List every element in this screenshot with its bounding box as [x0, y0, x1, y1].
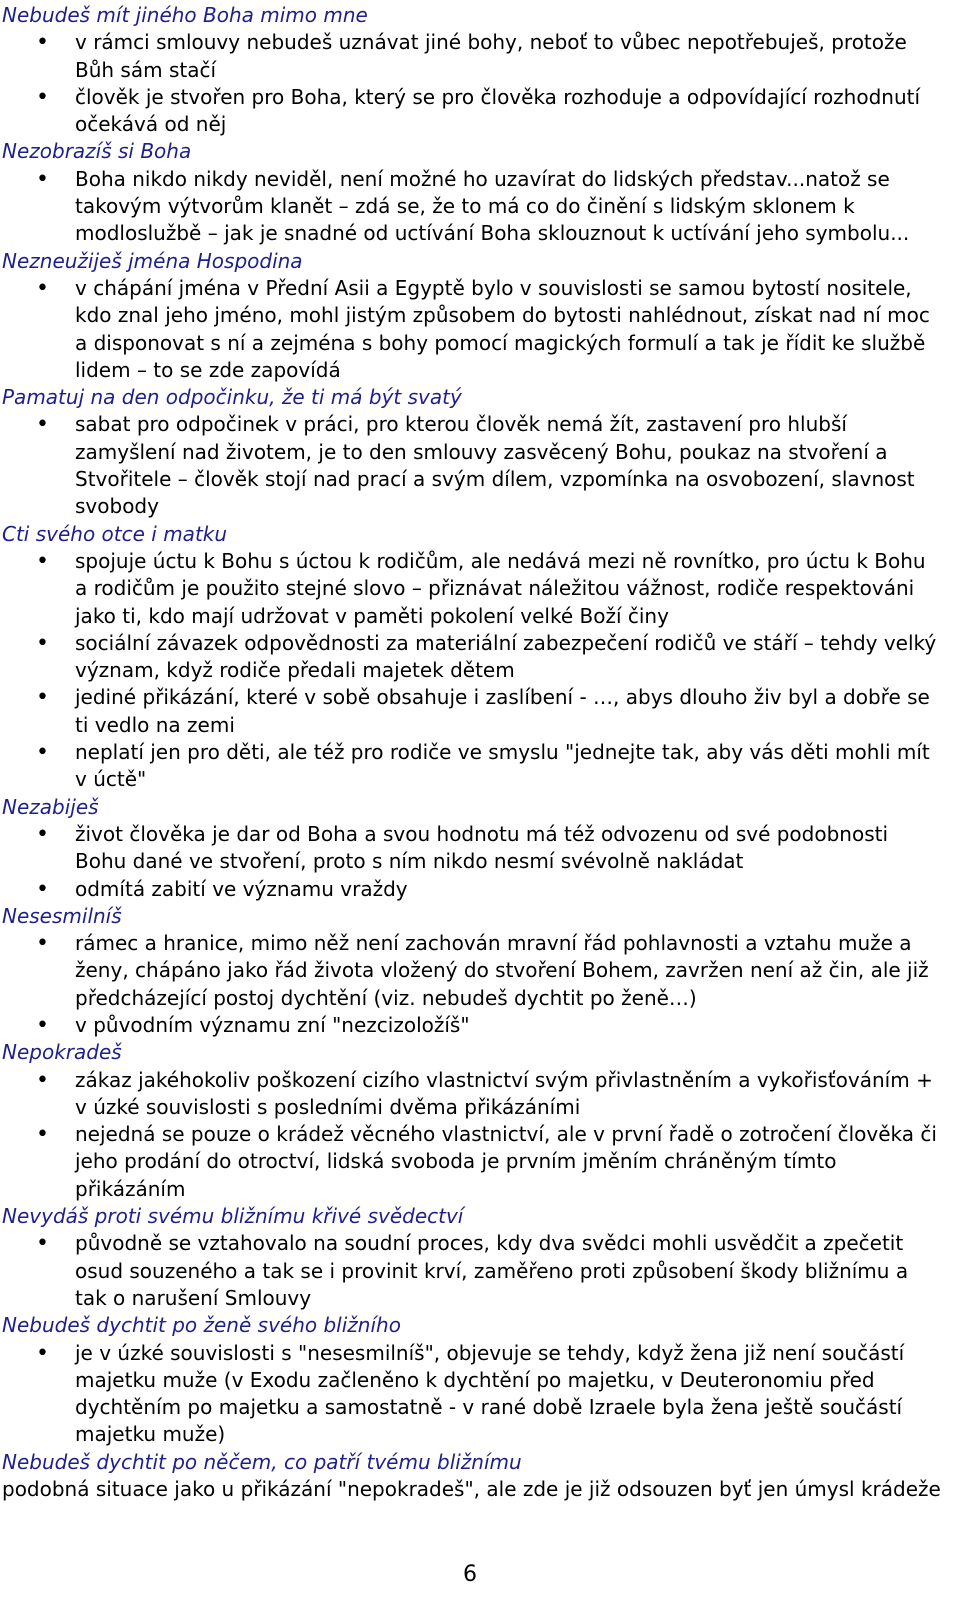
- commandment-heading: Nebudeš dychtit po ženě svého bližního: [2, 1313, 401, 1338]
- bullet-item: • v rámci smlouvy nebudeš uznávat jiné bohy, neboť to vůbec nepotřebuješ, protože Bůh sám stačí: [2, 29, 942, 84]
- bullet-item: • odmítá zabití ve významu vraždy: [2, 876, 942, 903]
- commandment-heading: Nepokradeš: [2, 1040, 122, 1065]
- bullet-item: • je v úzké souvislosti s "nesesmilníš", objevuje se tehdy, když žena již není součástí majetku muže (v Exodu začleněno k dychtění po majetku, v Deuteronomiu před dychtěním po majetku a samostatně - v rané době Izraele byla žena ještě součástí majetku muže): [2, 1340, 942, 1449]
- commandment-heading: Nebudeš dychtit po něčem, co patří tvému bližnímu: [2, 1449, 522, 1474]
- commandment-heading: Pamatuj na den odpočinku, že ti má být svatý: [2, 385, 462, 410]
- bullet-list: [2, 275, 942, 384]
- bullet-item: • Boha nikdo nikdy neviděl, není možné ho uzavírat do lidských představ...natož se takovým výtvorům klanět – zdá se, že to má co do činění s lidským sklonem k modloslužbě – jak je snadné od uctívání Boha sklouznout k uctívání jeho symbolu...: [2, 166, 942, 248]
- bullet-item: • původně se vztahovalo na soudní proces, kdy dva svědci mohli usvědčit a zpečetit osud souzeného a tak se i provinit krví, zaměřeno proti způsobení škody bližnímu a tak o narušení Smlouvy: [2, 1230, 942, 1312]
- commandment-heading: Nezneužiješ jména Hospodina: [2, 248, 303, 273]
- commandment-section: [2, 521, 942, 794]
- commandment-heading: Cti svého otce i matku: [2, 521, 228, 546]
- bullet-item: • nejedná se pouze o krádež věcného vlastnictví, ale v první řadě o zotročení člověka či jeho prodání do otroctví, lidská svoboda je prvním jměním chráněným tímto přikázáním: [2, 1121, 942, 1203]
- bullet-list: [2, 1067, 942, 1203]
- bullet-list: [2, 411, 942, 520]
- bullet-item: • rámec a hranice, mimo něž není zachován mravní řád pohlavnosti a vztahu muže a ženy, chápáno jako řád života vložený do stvoření Bohem, zavržen není až čin, ale již předcházející postoj dychtění (viz. nebudeš dychtit po ženě…): [2, 930, 942, 1012]
- commandment-heading: Nezabiješ: [2, 794, 99, 819]
- bullet-item: • v původním významu zní "nezcizoložíš": [2, 1012, 942, 1039]
- bullet-list: [2, 1230, 942, 1312]
- paragraph-text: podobná situace jako u přikázání "nepokradeš", ale zde je již odsouzen byť jen úmysl krádeže: [2, 1477, 941, 1502]
- commandment-section: [2, 1312, 942, 1448]
- commandment-section: [2, 1449, 942, 1504]
- bullet-item: • v chápání jména v Přední Asii a Egyptě bylo v souvislosti se samou bytostí nositele, kdo znal jeho jméno, mohl jistým způsobem do bytosti nahlédnout, získat nad ní moc a disponovat s ní a zejména s bohy pomocí magických formulí a tak je řídit ke službě lidem – to se zde zapovídá: [2, 275, 942, 384]
- bullet-item: • zákaz jakéhokoliv poškození cizího vlastnictví svým přivlastněním a vykořisťováním + v úzké souvislosti s posledními dvěma přikázáními: [2, 1067, 942, 1122]
- bullet-item: • život člověka je dar od Boha a svou hodnotu má též odvozenu od své podobnosti Bohu dané ve stvoření, proto s ním nikdo nesmí svévolně nakládat: [2, 821, 942, 876]
- bullet-list: [2, 548, 942, 794]
- commandment-section: [2, 1039, 942, 1203]
- page-number: 6: [463, 1562, 477, 1587]
- bullet-item: • sabat pro odpočinek v práci, pro kterou člověk nemá žít, zastavení pro hlubší zamyšlení nad životem, je to den smlouvy zasvěcený Bohu, poukaz na stvoření a Stvořitele – člověk stojí nad prací a svým dílem, vzpomínka na osvobození, slavnost svobody: [2, 411, 942, 520]
- document-body: [2, 2, 942, 1503]
- bullet-list: [2, 930, 942, 1039]
- bullet-item: • jediné přikázání, které v sobě obsahuje i zaslíbení - …, abys dlouho živ byl a dobře se ti vedlo na zemi: [2, 684, 942, 739]
- bullet-item: • člověk je stvořen pro Boha, který se pro člověka rozhoduje a odpovídající rozhodnutí očekává od něj: [2, 84, 942, 139]
- bullet-item: • neplatí jen pro děti, ale též pro rodiče ve smyslu "jednejte tak, aby vás děti mohli mít v úctě": [2, 739, 942, 794]
- bullet-item: • sociální závazek odpovědnosti za materiální zabezpečení rodičů ve stáří – tehdy velký význam, když rodiče předali majetek dětem: [2, 630, 942, 685]
- commandment-heading: Nezobrazíš si Boha: [2, 139, 192, 164]
- bullet-list: [2, 29, 942, 138]
- bullet-list: [2, 1340, 942, 1449]
- commandment-section: [2, 1203, 942, 1312]
- commandment-section: [2, 384, 942, 520]
- commandment-heading: Nebudeš mít jiného Boha mimo mne: [2, 3, 368, 27]
- commandment-section: [2, 903, 942, 1039]
- commandment-heading: Nevydáš proti svému bližnímu křivé svědectví: [2, 1204, 464, 1229]
- commandment-section: [2, 248, 942, 384]
- bullet-list: [2, 821, 942, 903]
- commandment-section: [2, 2, 942, 138]
- bullet-item: • spojuje úctu k Bohu s úctou k rodičům, ale nedává mezi ně rovnítko, pro úctu k Bohu a rodičům je použito stejné slovo – přiznávat náležitou vážnost, rodiče respektováni jako ti, kdo mají udržovat v paměti pokolení velké Boží činy: [2, 548, 942, 630]
- commandment-section: [2, 138, 942, 247]
- bullet-list: [2, 166, 942, 248]
- commandment-heading: Nesesmilníš: [2, 903, 122, 928]
- commandment-section: [2, 794, 942, 903]
